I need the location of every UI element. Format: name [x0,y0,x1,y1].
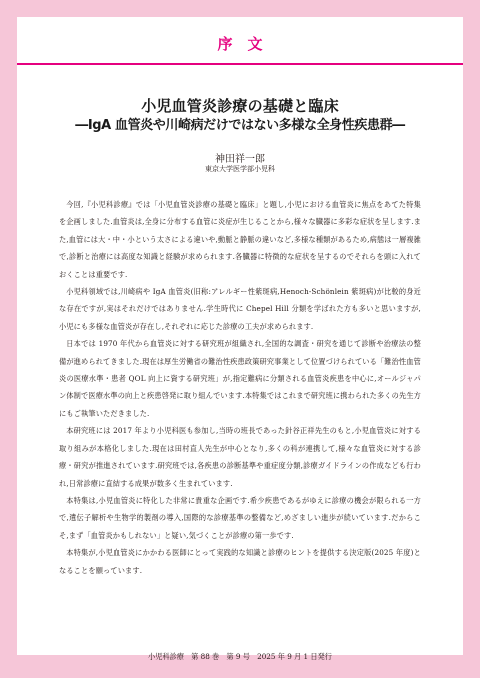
article-title: 小児血管炎診療の基礎と臨床 [141,97,339,115]
body-paragraph: 今回,『小児科診療』では「小児血管炎診療の基礎と臨床」と題し,小児における血管炎に焦点をあてた特集を企画しました.血管炎は,全身に分布する血管に炎症が生じることから,様々な臓器に多彩な症状を呈します.また,血管には大・中・小という太さによる違いや,動脈と静脈の違いなど,多様な種類があるため,病態は一層複雑で,診断と治療には高度な知識と経験が求められます.各臓器に特徴的な症状を呈するのでそれらを頭に入れておくことは重要です. [59,200,421,279]
section-heading: 序 文 [217,35,263,53]
body-paragraph: 本特集は,小児血管炎に特化した非常に貴重な企画です.希少疾患であるがゆえに診療の機会が限られる一方で,遺伝子解析や生物学的製剤の導入,国際的な診療基準の整備など,めざましい進歩が続いています.だからこそ,まず「血管炎かもしれない」と疑い,気づくことが診療の第一歩です. [59,495,421,540]
heading-rule [17,63,463,65]
body-paragraph: 本研究班には 2017 年より小児科医も参加し,当時の班長であった針谷正祥先生のもと,小児血管炎に対する取り組みが本格化しました.現在は田村直人先生が中心となり,多くの科が連携して,様々な血管炎に対する診療・研究が推進されています.研究班では,各疾患の診断基準や重症度分類,診療ガイドラインの作成なども行われ,日常診療に直結する成果が数多く生まれています. [59,426,421,488]
page [17,17,463,655]
journal-citation: 小児科診療 第 88 巻 第 9 号 2025 年 9 月 1 日発行 [148,652,332,661]
body-paragraph: 本特集が,小児血管炎にかかわる医師にとって実践的な知識と診療のヒントを提供する決定版(2025 年度)となることを願っています. [59,548,421,575]
body-paragraph: 日本では 1970 年代から血管炎に対する研究班が組織され,全国的な調査・研究を通じて診断や治療法の整備が進められてきました.現在は厚生労働省の難治性疾患政策研究事業として位置づけられている「難治性血管炎の医療水準・患者 QOL 向上に資する研究班」が,指定難病に分類される血管炎疾患を中心に,オールジャパン体制で医療水準の向上と疾患啓発に取り組んでいます.本特集ではこれまで研究班に携わられた多くの先生方にもご執筆いただきました. [59,339,421,418]
author-affiliation: 東京大学医学部小児科 [205,165,275,173]
author-name: 神田祥一郎 [215,154,265,165]
body-paragraph: 小児科領域では,川崎病や IgA 血管炎(旧称:アレルギー性紫斑病,Henoch-Schönlein 紫斑病)が比較的身近な存在ですが,実はそれだけではありません.学生時代に Chepel Hill 分類を学ばれた方も多いと思いますが,小児にも多様な血管炎が存在し,それぞれに応じた診療の工夫が求められます. [59,287,421,331]
article-body [59,196,421,579]
article-subtitle: ―IgA 血管炎や川崎病だけではない多様な全身性疾患群― [75,118,405,133]
